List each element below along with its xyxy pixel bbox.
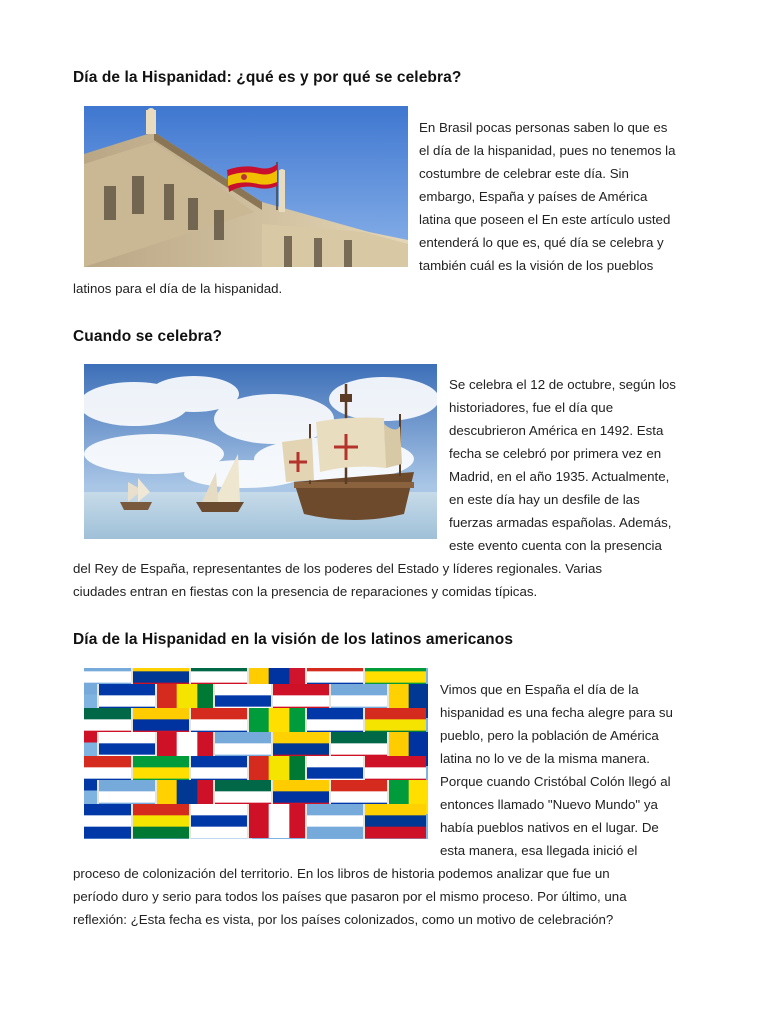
p1-line-4: embargo, España y países de América bbox=[419, 189, 648, 204]
p3-line-7: había pueblos nativos en el lugar. De bbox=[440, 820, 659, 835]
p3-line-11: reflexión: ¿Esta fecha es vista, por los países colonizados, como un motivo de celebración? bbox=[73, 912, 614, 927]
p2-line-4: fecha se celebró por primera vez en bbox=[449, 446, 662, 461]
p3-line-2: hispanidad es una fecha alegre para su bbox=[440, 705, 673, 720]
p1-line-8: latinos para el día de la hispanidad. bbox=[73, 281, 283, 296]
p2-line-10: ciudades entran en fiestas con la presencia de reparaciones y comidas típicas. bbox=[73, 584, 538, 599]
p1-line-1: En Brasil pocas personas saben lo que es bbox=[419, 120, 668, 135]
heading-cuando-se-celebra: Cuando se celebra? bbox=[73, 328, 223, 345]
p3-line-8: esta manera, esa llegada inició el bbox=[440, 843, 638, 858]
p1-line-6: entenderá lo que es, qué día se celebra y bbox=[419, 235, 664, 250]
p3-line-3: pueblo, pero la población de América bbox=[440, 728, 659, 743]
p2-line-7: fuerzas armadas españolas. Además, bbox=[449, 515, 672, 530]
p2-line-6: en este día hay un desfile de las bbox=[449, 492, 640, 507]
p3-line-6: entonces llamado "Nuevo Mundo" ya bbox=[440, 797, 658, 812]
p3-line-1: Vimos que en España el día de la bbox=[440, 682, 639, 697]
p3-line-5: Porque cuando Cristóbal Colón llegó al bbox=[440, 774, 671, 789]
p2-line-9: del Rey de España, representantes de los poderes del Estado y líderes regionales. Varias bbox=[73, 561, 602, 576]
p1-line-2: el día de la hispanidad, pues no tenemos la bbox=[419, 143, 676, 158]
p2-line-1: Se celebra el 12 de octubre, según los bbox=[449, 377, 676, 392]
p2-line-5: Madrid, en el año 1935. Actualmente, bbox=[449, 469, 670, 484]
heading-que-es: Día de la Hispanidad: ¿qué es y por qué se celebra? bbox=[73, 69, 462, 86]
p1-line-3: costumbre de celebrar este día. Sin bbox=[419, 166, 629, 181]
p3-line-9: proceso de colonización del territorio. En los libros de historia podemos analizar que fue un bbox=[73, 866, 610, 881]
p3-line-10: período duro y serio para todos los países que pasaron por el mismo proceso. Por último, una bbox=[73, 889, 627, 904]
heading-vision-latinos: Día de la Hispanidad en la visión de los latinos americanos bbox=[73, 631, 514, 648]
paragraph-cuando-se-celebra bbox=[73, 373, 693, 603]
p1-line-5: latina que poseen el En este artículo usted bbox=[419, 212, 671, 227]
p1-line-7: también cuál es la visión de los pueblos bbox=[419, 258, 654, 273]
p2-line-8: este evento cuenta con la presencia bbox=[449, 538, 662, 553]
paragraph-vision-latinos bbox=[73, 678, 693, 931]
p3-line-4: latina no lo ve de la misma manera. bbox=[440, 751, 650, 766]
p2-line-2: historiadores, fue el día que bbox=[449, 400, 614, 415]
p2-line-3: descubrieron América en 1492. Esta bbox=[449, 423, 664, 438]
paragraph-que-es bbox=[73, 116, 693, 300]
